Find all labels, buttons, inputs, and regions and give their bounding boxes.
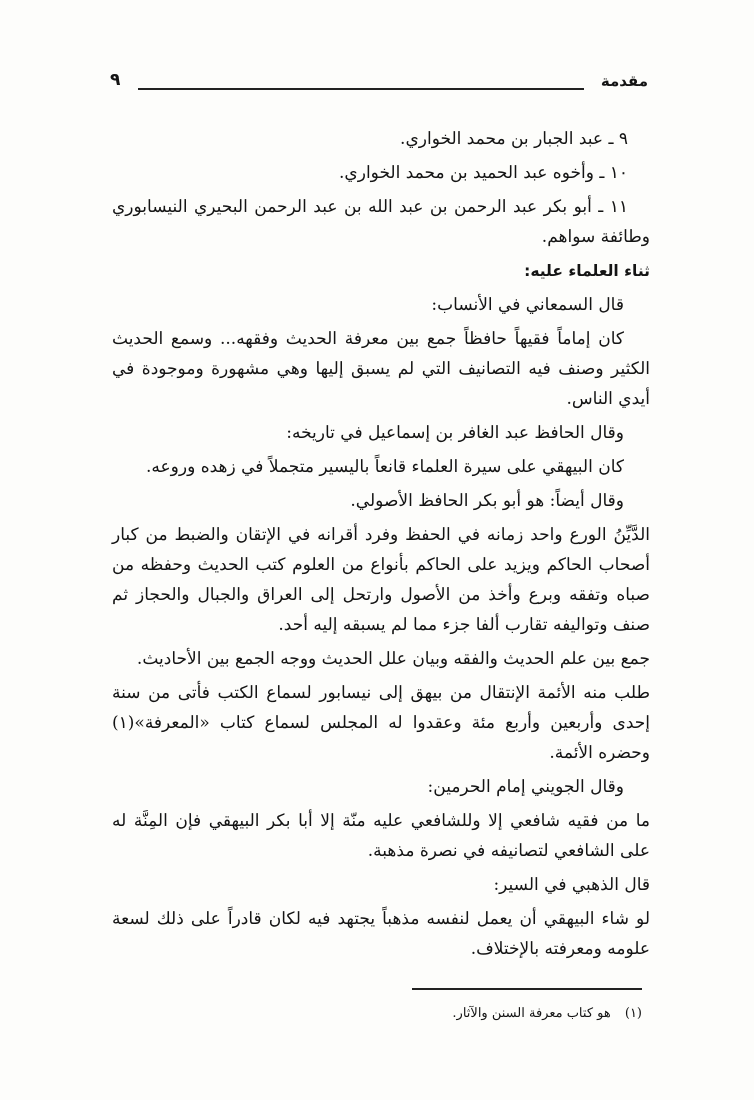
- paragraph: قال الذهبي في السير:: [493, 875, 650, 895]
- paragraph: جمع بين علم الحديث والفقه وبيان علل الحديث ووجه الجمع بين الأحاديث.: [136, 649, 650, 669]
- footnote-text: هو كتاب معرفة السنن والآثار.: [452, 1006, 611, 1021]
- paragraph: وقال أيضاً: هو أبو بكر الحافظ الأصولي.: [350, 491, 624, 511]
- list-item: ٩ ـ عبد الجبار بن محمد الخواري.: [400, 129, 628, 149]
- paragraph: قال السمعاني في الأنساب:: [431, 295, 624, 315]
- paragraph: لو شاء البيهقي أن يعمل لنفسه مذهباً يجتهد فيه لكان قادراً على ذلك لسعة علومه ومعرفته بالإختلاف.: [112, 909, 650, 959]
- paragraph: وقال الجويني إمام الحرمين:: [427, 777, 624, 797]
- page-number: ٩: [110, 70, 121, 90]
- section-heading: ثناء العلماء عليه:: [524, 262, 650, 280]
- list-item: ١١ ـ أبو بكر عبد الرحمن بن عبد الله بن عبد الرحمن البحيري النيسابوري وطائفة سواهم.: [112, 197, 650, 247]
- paragraph: طلب منه الأئمة الإنتقال من بيهق إلى نيسابور لسماع الكتب فأتى من سنة إحدى وأربعين وأربع مئة وعقدوا له المجلس لسماع كتاب «المعرفة»(١) وحضره الأئمة.: [112, 683, 650, 763]
- footnote-rule: [412, 988, 642, 990]
- footnote-mark: (١): [624, 1006, 642, 1021]
- paragraph: كان البيهقي على سيرة العلماء قانعاً باليسير متجملاً في زهده وروعه.: [146, 457, 624, 477]
- paragraph: ما من فقيه شافعي إلا وللشافعي عليه منّة إلا أبا بكر البيهقي فإن المِنَّة له على الشافعي لتصانيفه في نصرة مذهبة.: [112, 811, 650, 861]
- list-item: ١٠ ـ وأخوه عبد الحميد بن محمد الخواري.: [339, 163, 628, 183]
- running-title: مقدمة: [600, 72, 648, 90]
- page-header: [110, 70, 648, 96]
- paragraph: وقال الحافظ عبد الغافر بن إسماعيل في تاريخه:: [286, 423, 624, 443]
- footnote: [104, 1004, 642, 1024]
- paragraph: كان إماماً فقيهاً حافظاً جمع بين معرفة الحديث وفقهه... وسمع الحديث الكثير وصنف فيه التصانيف التي لم يسبق إليها وهي مشهورة وموجودة في أيدي الناس.: [112, 329, 650, 409]
- main-text: [112, 124, 650, 968]
- paragraph: الدَّيِّنُ الورع واحد زمانه في الحفظ وفرد أقرانه في الإتقان والضبط من كبار أصحاب الحاكم ويزيد على الحاكم بأنواع من العلوم كتب الحديث وحفظه من صباه وتفقه وبرع وأخذ من الأصول وارتحل إلى العراق والجبال والحجاز ثم صنف وتواليفه تقارب ألفا جزء مما لم يسبقه إليه أحد.: [112, 525, 650, 635]
- header-rule: [138, 88, 584, 90]
